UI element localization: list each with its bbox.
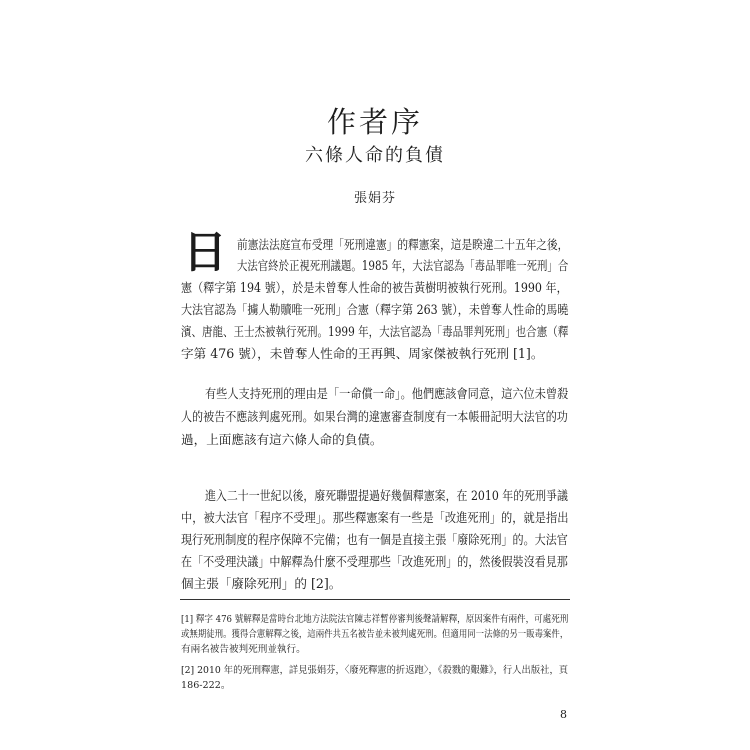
author-name: 張娟芬 xyxy=(353,191,396,206)
paragraph-1-line: 濱、唐龍、王士杰被執行死刑。1999 年，大法官認為「毒品罪判死刑」也合憲（釋 xyxy=(181,324,569,339)
paragraph-1-line: 大法官終於正視死刑議題。1985 年，大法官認為「毒品罪唯一死刑」合 xyxy=(237,258,569,273)
paragraph-3-line: 個主張「廢除死刑」的 [2]。 xyxy=(181,576,342,591)
footnote-divider xyxy=(180,599,570,600)
paragraph-1-line: 大法官認為「擄人勒贖唯一死刑」合憲（釋字第 263 號），未曾奪人性命的馬曉 xyxy=(181,302,569,317)
footnote-line: [2] 2010 年的死刑釋憲，詳見張娟芬，〈廢死釋憲的折返跑〉，《殺戮的艱難》，行人出版社，頁 xyxy=(181,665,569,676)
drop-cap: 日 xyxy=(183,227,227,278)
page-number: 8 xyxy=(560,708,567,721)
paragraph-3-line: 現行死刑制度的程序保障不完備；也有一個是直接主張「廢除死刑」的。大法官 xyxy=(181,532,568,547)
paragraph-1-line: 憲（釋字第 194 號），於是未曾奪人性命的被告黃樹明被執行死刑。1990 年， xyxy=(181,280,568,295)
paragraph-2-line: 人的被告不應該判處死刑。如果台灣的違憲審查制度有一本帳冊記明大法官的功 xyxy=(181,409,568,424)
paragraph-3-line: 進入二十一世紀以後，廢死聯盟提過好幾個釋憲案，在 2010 年的死刑爭議 xyxy=(205,488,568,503)
paragraph-1-line: 字第 476 號），未曾奪人性命的王再興、周家傑被執行死刑 [1]。 xyxy=(181,346,544,361)
paragraph-2-line: 有些人支持死刑的理由是「一命償一命」。他們應該會同意，這六位未曾殺 xyxy=(205,386,569,401)
paragraph-1-line: 前憲法法庭宣布受理「死刑違憲」的釋憲案，這是睽違二十五年之後， xyxy=(237,237,569,252)
paragraph-2-line: 過，上面應該有這六條人命的負債。 xyxy=(181,432,383,447)
footnote-line: 或無期徒刑。獲得合憲解釋之後，這兩件共五名被告並未被判處死刑。但適用同一法條的另一販毒案件， xyxy=(181,629,569,640)
paragraph-3-line: 在「不受理決議」中解釋為什麼不受理那些「改進死刑」的，然後假裝沒看見那 xyxy=(181,554,568,569)
footnote-line: 有兩名被告被判死刑並執行。 xyxy=(181,644,306,655)
paragraph-3-line: 中，被大法官「程序不受理」。那些釋憲案有一些是「改進死刑」的，就是指出 xyxy=(181,510,569,525)
chapter-title: 作者序 xyxy=(326,105,423,139)
chapter-subtitle: 六條人命的負債 xyxy=(305,145,445,166)
footnote-line: 186-222。 xyxy=(181,680,231,691)
footnote-line: [1] 釋字 476 號解釋是當時台北地方法院法官陳志祥暫停審判後聲請解釋，原因案件有兩件，可處死刑 xyxy=(181,614,569,625)
